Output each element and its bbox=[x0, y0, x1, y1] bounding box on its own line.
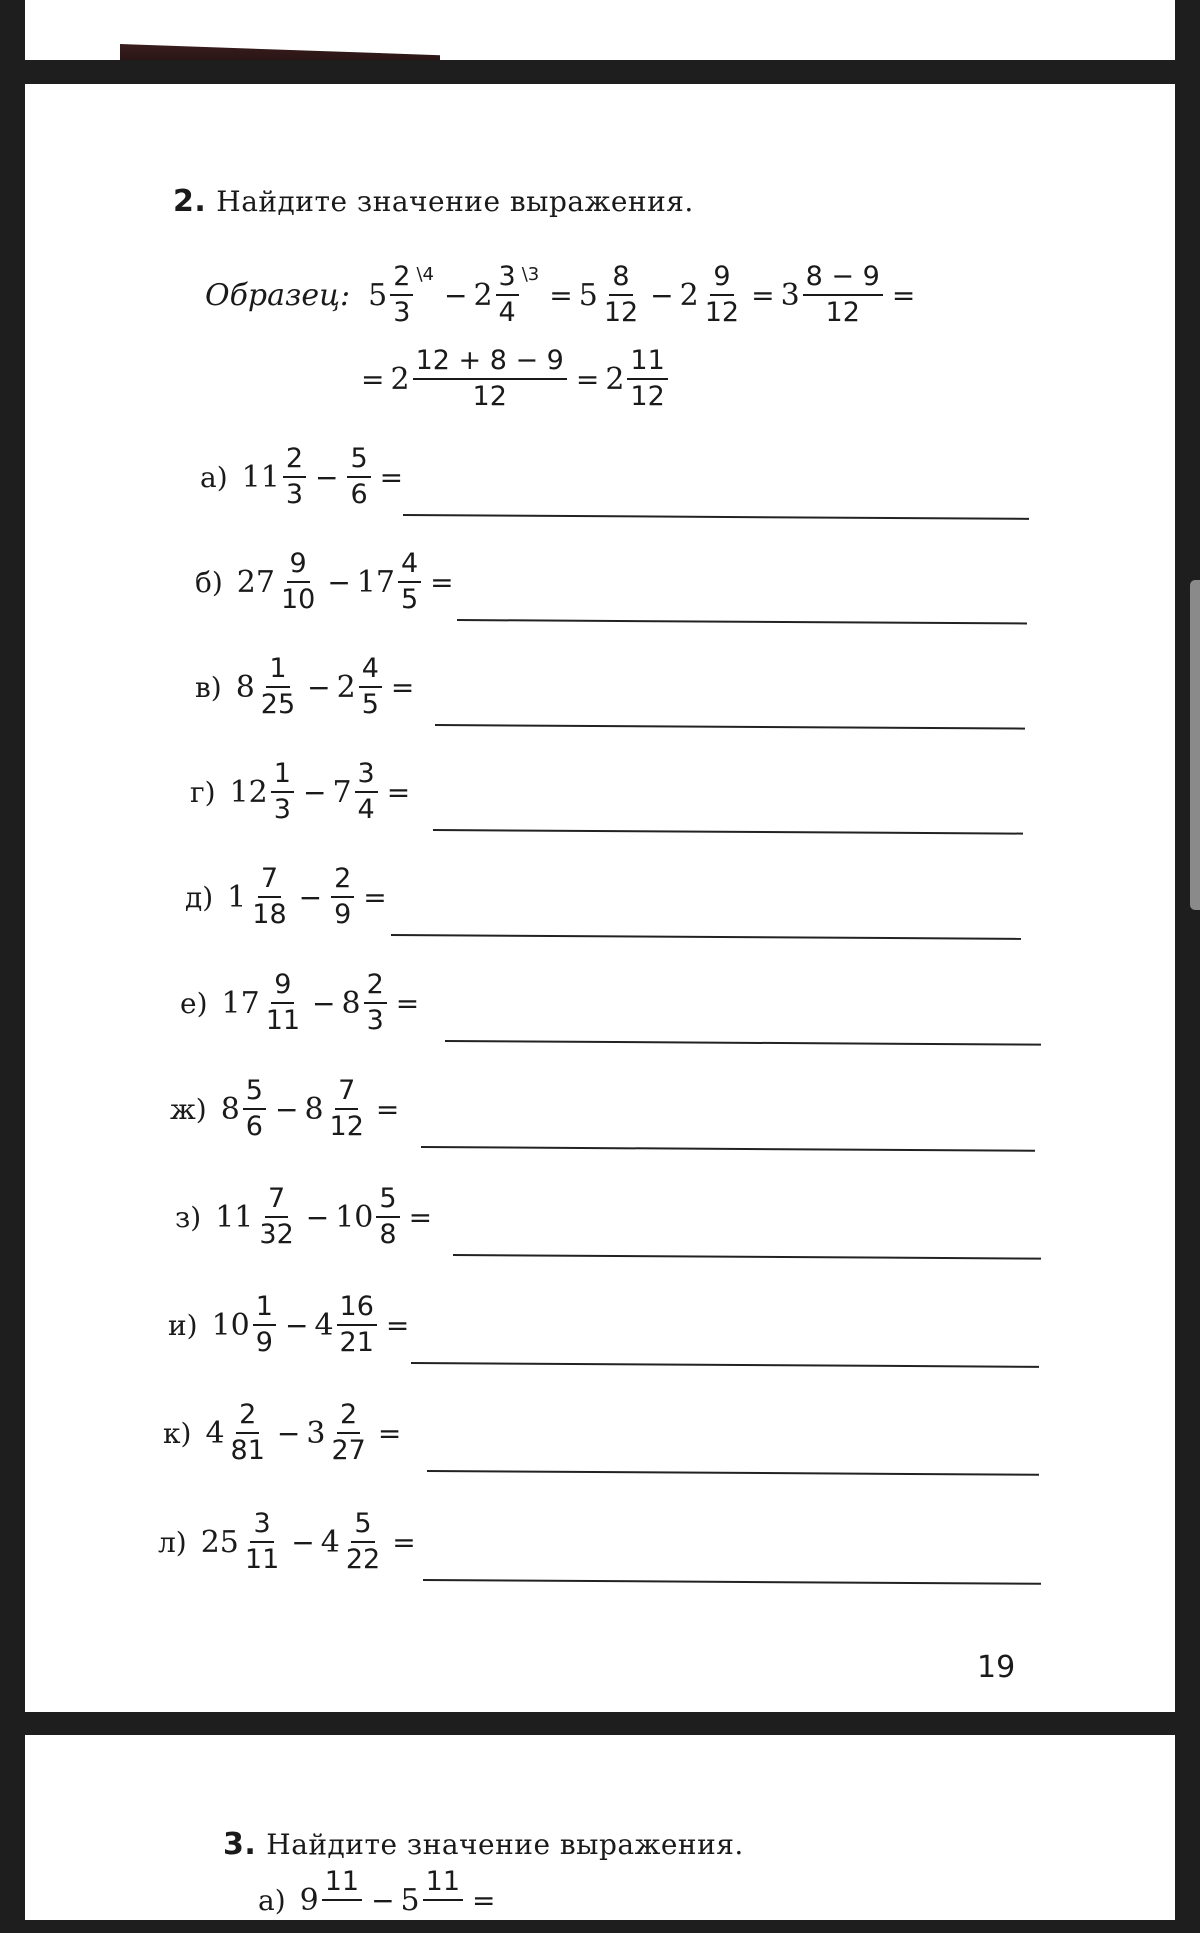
item-label: г) bbox=[190, 775, 216, 809]
denominator: 9 bbox=[255, 1327, 273, 1359]
item-label: б) bbox=[195, 565, 223, 599]
denominator: 22 bbox=[345, 1544, 381, 1576]
answer-line[interactable] bbox=[453, 1254, 1041, 1260]
fraction bbox=[337, 1292, 377, 1358]
minus-sign: − bbox=[284, 1308, 309, 1342]
fraction bbox=[331, 864, 354, 930]
whole-part: 1 bbox=[227, 879, 247, 915]
whole-part: 12 bbox=[229, 774, 268, 810]
fraction bbox=[364, 970, 387, 1036]
whole-part: 9 bbox=[299, 1882, 319, 1918]
item-label: л) bbox=[158, 1525, 187, 1559]
fraction bbox=[256, 1184, 296, 1250]
denominator: 5 bbox=[400, 584, 419, 616]
denominator: 3 bbox=[285, 479, 303, 511]
equals-sign: = bbox=[472, 1883, 496, 1917]
exercise-item bbox=[185, 864, 393, 930]
sample-label: Образец: bbox=[205, 277, 351, 313]
minus-sign: − bbox=[298, 880, 323, 914]
whole-part: 4 bbox=[314, 1307, 334, 1343]
item-label: и) bbox=[168, 1308, 198, 1342]
exercise-item bbox=[168, 1292, 415, 1358]
fraction bbox=[702, 262, 742, 328]
answer-line[interactable] bbox=[391, 934, 1021, 940]
denominator: 12 bbox=[825, 297, 860, 329]
denominator: 12 bbox=[329, 1111, 364, 1143]
fraction bbox=[601, 262, 641, 328]
numerator: 7 bbox=[335, 1076, 358, 1110]
multiplier-mark: \4 bbox=[416, 264, 434, 285]
numerator: 4 bbox=[398, 549, 421, 583]
whole-part: 8 bbox=[341, 985, 361, 1021]
denominator: 11 bbox=[265, 1005, 301, 1037]
whole-part: 11 bbox=[215, 1199, 254, 1235]
item-label: а) bbox=[258, 1883, 286, 1917]
fraction bbox=[278, 549, 318, 615]
answer-line[interactable] bbox=[427, 1470, 1039, 1476]
exercise-item bbox=[195, 654, 420, 720]
numerator: 5 bbox=[243, 1076, 266, 1110]
whole-part: 10 bbox=[335, 1199, 374, 1235]
denominator: 12 bbox=[704, 297, 740, 329]
whole-part: 17 bbox=[221, 985, 260, 1021]
fraction bbox=[271, 759, 294, 825]
denominator: 4 bbox=[357, 794, 375, 826]
task-title: Найдите значение выражения. bbox=[266, 1828, 744, 1861]
minus-sign: − bbox=[312, 986, 336, 1020]
whole-part: 2 bbox=[605, 361, 625, 397]
denominator: 9 bbox=[334, 899, 352, 931]
minus-sign: − bbox=[307, 670, 331, 704]
minus-sign: − bbox=[327, 565, 351, 599]
denominator: 3 bbox=[366, 1005, 384, 1037]
whole-part: 8 bbox=[235, 669, 255, 705]
denominator: 8 bbox=[379, 1219, 397, 1251]
equals-sign: = bbox=[386, 775, 411, 809]
denominator: 3 bbox=[393, 297, 411, 329]
equals-sign: = bbox=[375, 1092, 400, 1126]
answer-line[interactable] bbox=[457, 619, 1027, 624]
exercise-item bbox=[180, 970, 425, 1036]
equals-sign: = bbox=[377, 1416, 402, 1450]
fraction bbox=[343, 1509, 383, 1575]
numerator: 11 bbox=[423, 1867, 463, 1901]
exercise-item bbox=[190, 759, 416, 825]
exercise-item bbox=[200, 444, 409, 510]
equals-sign: = bbox=[363, 880, 387, 914]
whole-part: 8 bbox=[304, 1091, 324, 1127]
equals-sign: = bbox=[379, 460, 404, 494]
denominator bbox=[335, 1901, 350, 1933]
numerator: 1 bbox=[271, 759, 294, 793]
denominator: 12 bbox=[630, 381, 665, 413]
whole-part: 7 bbox=[332, 774, 352, 810]
fraction bbox=[253, 1292, 276, 1358]
task-title: Найдите значение выражения. bbox=[216, 185, 694, 218]
answer-line[interactable] bbox=[433, 829, 1023, 835]
numerator: 9 bbox=[710, 262, 733, 296]
denominator: 4 bbox=[498, 297, 516, 329]
numerator: 4 bbox=[359, 654, 382, 688]
fraction bbox=[398, 549, 421, 615]
numerator: 11 bbox=[627, 346, 667, 380]
minus-sign: − bbox=[305, 1200, 330, 1234]
minus-sign: − bbox=[315, 460, 339, 494]
numerator: 12 + 8 − 9 bbox=[413, 346, 567, 380]
equals-sign: = bbox=[361, 362, 385, 396]
sample-line-1 bbox=[205, 262, 921, 328]
equals-sign: = bbox=[891, 278, 916, 312]
equals-sign: = bbox=[408, 1200, 433, 1234]
task-number: 2. bbox=[173, 184, 207, 219]
previous-page-edge bbox=[25, 0, 1175, 60]
denominator: 6 bbox=[245, 1111, 263, 1143]
whole-part: 17 bbox=[356, 564, 395, 600]
whole-part: 2 bbox=[473, 277, 493, 313]
scrollbar[interactable] bbox=[1190, 580, 1200, 910]
denominator: 18 bbox=[252, 899, 287, 931]
item-label: к) bbox=[163, 1416, 192, 1450]
numerator: 2 bbox=[331, 864, 354, 898]
numerator: 9 bbox=[287, 549, 310, 583]
fraction bbox=[263, 970, 303, 1036]
denominator: 81 bbox=[230, 1435, 265, 1467]
answer-line[interactable] bbox=[445, 1040, 1041, 1046]
item-label: в) bbox=[195, 670, 222, 704]
numerator: 2 bbox=[236, 1400, 259, 1434]
minus-sign: − bbox=[302, 775, 327, 809]
whole-part: 2 bbox=[679, 277, 699, 313]
answer-line[interactable] bbox=[403, 514, 1029, 520]
multiplier-mark: \3 bbox=[521, 264, 540, 285]
numerator: 2 bbox=[337, 1400, 360, 1434]
exercise-item bbox=[158, 1509, 422, 1575]
whole-part: 2 bbox=[336, 669, 356, 705]
answer-line[interactable] bbox=[421, 1146, 1035, 1152]
denominator: 25 bbox=[260, 689, 296, 721]
answer-line[interactable] bbox=[435, 724, 1025, 730]
whole-part: 5 bbox=[578, 277, 598, 313]
sample-line-2 bbox=[355, 346, 671, 412]
fraction bbox=[228, 1400, 268, 1466]
fraction bbox=[327, 1076, 367, 1142]
item-label: д) bbox=[185, 880, 214, 914]
numerator: 1 bbox=[266, 654, 289, 688]
minus-sign: − bbox=[274, 1092, 299, 1126]
task-heading bbox=[223, 1827, 744, 1862]
numerator: 2 bbox=[283, 444, 306, 478]
fraction bbox=[359, 654, 382, 720]
equals-sign: = bbox=[392, 1525, 416, 1559]
fraction bbox=[376, 1184, 399, 1250]
page-edge-shadow bbox=[120, 44, 440, 60]
numerator: 7 bbox=[258, 864, 281, 898]
denominator: 12 bbox=[472, 381, 507, 413]
exercise-item bbox=[195, 549, 460, 615]
numerator: 2 bbox=[364, 970, 387, 1004]
whole-part: 2 bbox=[390, 361, 410, 397]
numerator: 3 bbox=[355, 759, 378, 793]
workbook-page bbox=[25, 84, 1175, 1712]
equals-sign: = bbox=[430, 565, 454, 599]
fraction bbox=[355, 759, 378, 825]
answer-line[interactable] bbox=[423, 1579, 1041, 1585]
fraction bbox=[242, 1509, 282, 1575]
denominator: 27 bbox=[331, 1435, 366, 1467]
numerator: 5 bbox=[351, 1509, 374, 1543]
whole-part: 11 bbox=[241, 459, 280, 495]
fraction bbox=[803, 262, 883, 328]
denominator: 12 bbox=[603, 297, 639, 329]
fraction bbox=[243, 1076, 266, 1142]
equals-sign: = bbox=[390, 670, 415, 704]
next-workbook-page bbox=[25, 1735, 1175, 1920]
task-heading bbox=[173, 184, 694, 219]
numerator: 9 bbox=[271, 970, 294, 1004]
minus-sign: − bbox=[371, 1883, 395, 1917]
item-label: е) bbox=[180, 986, 208, 1020]
numerator: 8 − 9 bbox=[803, 262, 883, 296]
task-number: 3. bbox=[223, 1827, 257, 1862]
whole-part: 3 bbox=[306, 1415, 326, 1451]
numerator: 16 bbox=[337, 1292, 377, 1326]
exercise-item bbox=[175, 1184, 438, 1250]
numerator: 5 bbox=[347, 444, 370, 478]
fraction bbox=[258, 654, 298, 720]
denominator: 6 bbox=[350, 479, 368, 511]
minus-sign: − bbox=[291, 1525, 315, 1559]
answer-line[interactable] bbox=[411, 1362, 1039, 1368]
whole-part: 4 bbox=[205, 1415, 225, 1451]
denominator: 5 bbox=[361, 689, 379, 721]
page-number: 19 bbox=[977, 1650, 1016, 1685]
fraction bbox=[322, 1867, 362, 1933]
exercise-item bbox=[163, 1400, 407, 1466]
denominator bbox=[436, 1901, 451, 1933]
fraction bbox=[423, 1867, 463, 1933]
whole-part: 5 bbox=[400, 1882, 420, 1918]
numerator: 11 bbox=[322, 1867, 362, 1901]
numerator: 7 bbox=[265, 1184, 288, 1218]
numerator: 8 bbox=[609, 262, 632, 296]
denominator: 32 bbox=[259, 1219, 294, 1251]
minus-sign: − bbox=[276, 1416, 301, 1450]
fraction bbox=[347, 444, 370, 510]
numerator: 3 bbox=[496, 262, 519, 296]
whole-part: 27 bbox=[236, 564, 275, 600]
denominator: 11 bbox=[244, 1544, 280, 1576]
exercise-item bbox=[170, 1076, 405, 1142]
equals-sign: = bbox=[385, 1308, 410, 1342]
fraction bbox=[390, 262, 413, 328]
fraction bbox=[413, 346, 567, 412]
fraction bbox=[627, 346, 667, 412]
denominator: 10 bbox=[280, 584, 316, 616]
whole-part: 3 bbox=[780, 277, 800, 313]
numerator: 3 bbox=[250, 1509, 273, 1543]
fraction bbox=[283, 444, 306, 510]
equals-sign: = bbox=[575, 362, 600, 396]
minus-sign: − bbox=[443, 278, 468, 312]
numerator: 5 bbox=[376, 1184, 399, 1218]
exercise-item bbox=[258, 1867, 501, 1933]
whole-part: 10 bbox=[211, 1307, 250, 1343]
denominator: 3 bbox=[273, 794, 291, 826]
fraction bbox=[496, 262, 519, 328]
whole-part: 8 bbox=[220, 1091, 240, 1127]
fraction bbox=[328, 1400, 368, 1466]
whole-part: 5 bbox=[368, 277, 388, 313]
fraction bbox=[249, 864, 289, 930]
minus-sign: − bbox=[650, 278, 674, 312]
denominator: 21 bbox=[339, 1327, 374, 1359]
item-label: ж) bbox=[170, 1092, 207, 1126]
numerator: 2 bbox=[390, 262, 413, 296]
numerator: 1 bbox=[253, 1292, 276, 1326]
equals-sign: = bbox=[549, 278, 573, 312]
item-label: а) bbox=[200, 460, 228, 494]
whole-part: 25 bbox=[200, 1524, 239, 1560]
equals-sign: = bbox=[395, 986, 420, 1020]
item-label: з) bbox=[175, 1200, 202, 1234]
equals-sign: = bbox=[751, 278, 775, 312]
whole-part: 4 bbox=[320, 1524, 340, 1560]
